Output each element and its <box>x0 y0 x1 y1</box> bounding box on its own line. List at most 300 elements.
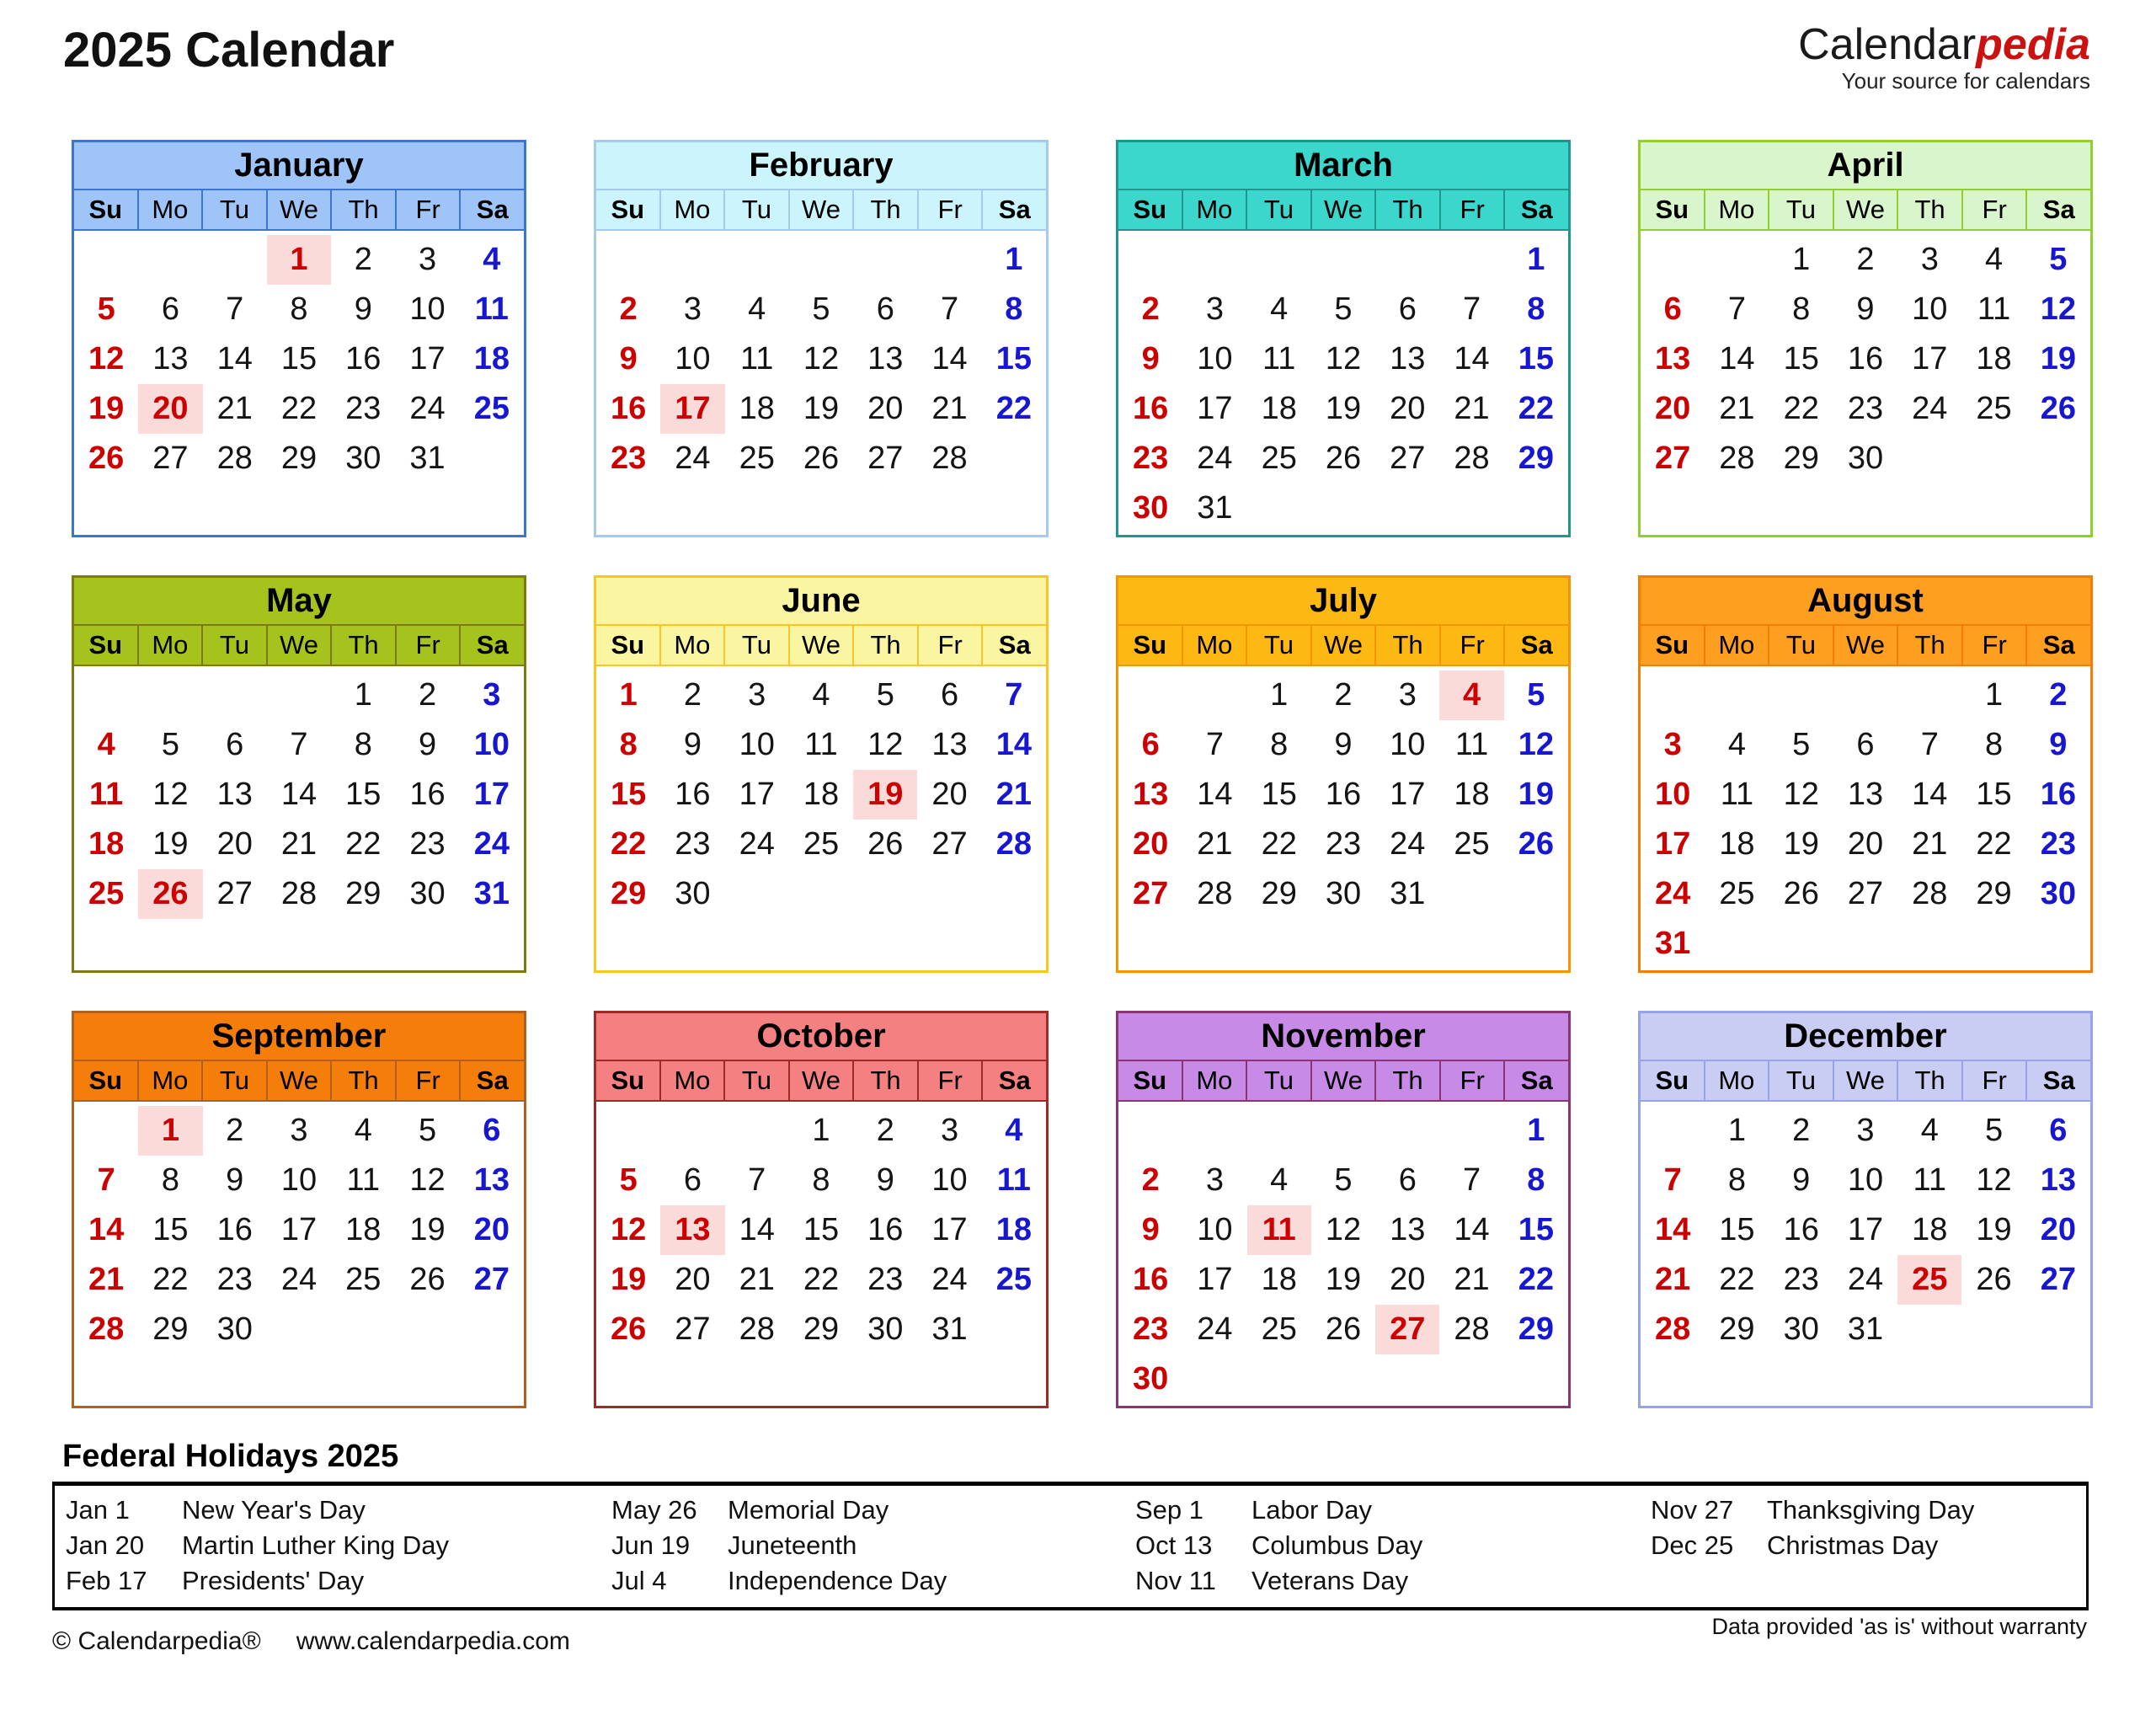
week-row <box>1118 1255 1568 1305</box>
weekday-header-we: We <box>1312 190 1377 229</box>
day-cell: 1 <box>354 676 372 713</box>
day-cell: 10 <box>1912 291 1948 327</box>
day-cell: 16 <box>1325 776 1362 812</box>
month-december <box>1638 1011 2093 1408</box>
holiday-entry <box>1640 1493 2086 1528</box>
weekday-header-mo: Mo <box>139 190 204 229</box>
day-cell: 25 <box>995 1261 1032 1297</box>
weekday-header-th: Th <box>854 626 919 665</box>
week-row <box>74 1354 524 1404</box>
week-row <box>1118 384 1568 434</box>
day-cell: 23 <box>675 825 711 862</box>
weekday-header-row <box>1641 1061 2090 1102</box>
day-cell: 9 <box>1334 726 1353 762</box>
day-cell: 10 <box>1390 726 1426 762</box>
day-cell: 24 <box>1912 390 1948 426</box>
empty-day-cell <box>853 235 917 285</box>
day-cell: 3 <box>1205 1162 1224 1198</box>
week-row <box>596 1205 1046 1255</box>
weekday-header-su: Su <box>1641 626 1705 665</box>
date-grid <box>596 1102 1046 1404</box>
day-cell: 13 <box>867 340 904 377</box>
day-cell: 29 <box>1976 875 2012 911</box>
day-cell: 3 <box>1398 676 1417 713</box>
empty-day-cell <box>853 483 917 533</box>
weekday-header-tu: Tu <box>1769 626 1834 665</box>
day-cell: 6 <box>483 1112 501 1148</box>
month-title: May <box>74 578 524 626</box>
week-row <box>1641 1156 2090 1205</box>
week-row <box>1118 285 1568 334</box>
day-cell: 29 <box>1719 1311 1755 1347</box>
holiday-day-cell: 17 <box>660 384 724 434</box>
date-grid <box>74 1102 524 1404</box>
day-cell: 28 <box>216 440 253 476</box>
day-cell: 29 <box>1518 1311 1554 1347</box>
day-cell: 21 <box>1655 1261 1691 1297</box>
day-cell: 14 <box>739 1211 775 1247</box>
day-cell: 1 <box>812 1112 830 1148</box>
day-cell: 22 <box>345 825 382 862</box>
day-cell: 10 <box>1847 1162 1884 1198</box>
empty-day-cell <box>789 869 853 919</box>
day-cell: 22 <box>280 390 318 426</box>
day-cell: 28 <box>280 875 318 911</box>
day-cell: 17 <box>1655 825 1691 862</box>
day-cell: 24 <box>473 825 510 862</box>
weekday-header-we: We <box>790 1061 855 1100</box>
day-cell: 19 <box>409 1211 446 1247</box>
day-cell: 18 <box>1261 390 1297 426</box>
day-cell: 5 <box>418 1112 437 1148</box>
day-cell: 28 <box>1197 875 1233 911</box>
day-cell: 5 <box>1334 1162 1353 1198</box>
weekday-header-mo: Mo <box>661 1061 726 1100</box>
day-cell: 3 <box>418 241 437 277</box>
empty-day-cell <box>1504 1354 1568 1404</box>
empty-day-cell <box>1769 670 1833 720</box>
day-cell: 26 <box>867 825 904 862</box>
holiday-entry <box>600 1528 1124 1563</box>
weekday-header-we: We <box>1312 626 1377 665</box>
weekday-header-row <box>74 190 524 231</box>
day-cell: 2 <box>2049 676 2068 713</box>
day-cell: 7 <box>1663 1162 1682 1198</box>
empty-day-cell <box>1504 869 1568 919</box>
empty-day-cell <box>331 1354 395 1404</box>
empty-day-cell <box>1182 235 1246 285</box>
empty-day-cell <box>1375 1354 1439 1404</box>
holiday-entry <box>600 1493 1124 1528</box>
day-cell: 10 <box>931 1162 968 1198</box>
federal-holidays-title: Federal Holidays 2025 <box>62 1438 399 1474</box>
day-cell: 1 <box>619 676 638 713</box>
weekday-header-we: We <box>790 626 855 665</box>
holiday-date: Sep 1 <box>1135 1494 1204 1525</box>
weekday-header-we: We <box>268 190 333 229</box>
week-row <box>1118 1305 1568 1354</box>
day-cell: 6 <box>1141 726 1160 762</box>
empty-day-cell <box>203 235 267 285</box>
federal-holidays-box <box>52 1482 2089 1610</box>
day-cell: 15 <box>995 340 1032 377</box>
day-cell: 27 <box>1847 875 1884 911</box>
weekday-header-row <box>1118 190 1568 231</box>
weekday-header-fr: Fr <box>397 626 462 665</box>
weekday-header-mo: Mo <box>661 190 726 229</box>
week-row <box>596 1156 1046 1205</box>
empty-day-cell <box>74 235 138 285</box>
empty-day-cell <box>203 483 267 533</box>
day-cell: 3 <box>1856 1112 1875 1148</box>
day-cell: 23 <box>1133 1311 1169 1347</box>
weekday-header-mo: Mo <box>1705 1061 1770 1100</box>
month-august <box>1638 575 2093 973</box>
day-cell: 22 <box>152 1261 189 1297</box>
empty-day-cell <box>395 1305 459 1354</box>
day-cell: 30 <box>1783 1311 1819 1347</box>
empty-day-cell <box>1961 919 2025 969</box>
day-cell: 23 <box>1783 1261 1819 1297</box>
day-cell: 7 <box>290 726 308 762</box>
page-footer <box>52 1614 2087 1656</box>
day-cell: 4 <box>1984 241 2004 277</box>
day-cell: 18 <box>803 776 840 812</box>
weekday-header-su: Su <box>1641 190 1705 229</box>
holiday-column-4 <box>1640 1493 2086 1599</box>
day-cell: 1 <box>1270 676 1289 713</box>
day-cell: 19 <box>1325 390 1362 426</box>
week-row <box>1641 919 2090 969</box>
day-cell: 15 <box>1261 776 1297 812</box>
day-cell: 24 <box>409 390 446 426</box>
empty-day-cell <box>138 670 202 720</box>
weekday-header-th: Th <box>854 1061 919 1100</box>
month-title: January <box>74 142 524 190</box>
weekday-header-th: Th <box>1898 626 1963 665</box>
day-cell: 17 <box>1847 1211 1884 1247</box>
empty-day-cell <box>460 1305 524 1354</box>
weekday-header-we: We <box>1834 1061 1899 1100</box>
month-title: December <box>1641 1013 2090 1061</box>
day-cell: 13 <box>216 776 253 812</box>
empty-day-cell <box>1375 1106 1439 1156</box>
holiday-column-1 <box>55 1493 600 1599</box>
day-cell: 14 <box>1655 1211 1691 1247</box>
day-cell: 20 <box>1390 1261 1426 1297</box>
day-cell: 28 <box>995 825 1032 862</box>
weekday-header-row <box>74 626 524 666</box>
empty-day-cell <box>1375 919 1439 969</box>
day-cell: 27 <box>2040 1261 2076 1297</box>
day-cell: 17 <box>1197 390 1233 426</box>
empty-day-cell <box>1311 919 1375 969</box>
day-cell: 12 <box>1976 1162 2012 1198</box>
website-link[interactable]: www.calendarpedia.com <box>296 1626 570 1655</box>
weekday-header-fr: Fr <box>1963 190 2028 229</box>
day-cell: 11 <box>804 726 838 762</box>
day-cell: 18 <box>1261 1261 1297 1297</box>
weekday-header-we: We <box>790 190 855 229</box>
day-cell: 15 <box>345 776 382 812</box>
day-cell: 14 <box>1454 1211 1490 1247</box>
empty-day-cell <box>1897 919 1961 969</box>
weekday-header-row <box>596 190 1046 231</box>
empty-day-cell <box>596 483 660 533</box>
day-cell: 8 <box>812 1162 830 1198</box>
day-cell: 11 <box>1262 340 1296 377</box>
day-cell: 7 <box>1462 1162 1481 1198</box>
holiday-date: Oct 13 <box>1135 1530 1213 1560</box>
day-cell: 18 <box>1454 776 1490 812</box>
day-cell: 18 <box>1719 825 1755 862</box>
holiday-name: Thanksgiving Day <box>1767 1494 1975 1525</box>
day-cell: 28 <box>739 1311 775 1347</box>
week-row <box>74 1156 524 1205</box>
empty-day-cell <box>982 1305 1046 1354</box>
empty-day-cell <box>1118 919 1182 969</box>
week-row <box>74 334 524 384</box>
page-header <box>63 22 2090 93</box>
empty-day-cell <box>267 1354 331 1404</box>
week-row <box>596 285 1046 334</box>
day-cell: 22 <box>1518 390 1554 426</box>
empty-day-cell <box>267 1305 331 1354</box>
day-cell: 1 <box>1727 1112 1746 1148</box>
week-row <box>1641 1106 2090 1156</box>
week-row <box>1641 235 2090 285</box>
month-june <box>594 575 1049 973</box>
week-row <box>1641 285 2090 334</box>
day-cell: 11 <box>89 776 124 812</box>
empty-day-cell <box>1182 919 1246 969</box>
weekday-header-th: Th <box>332 626 397 665</box>
day-cell: 24 <box>1197 1311 1233 1347</box>
day-cell: 23 <box>345 390 382 426</box>
holiday-entry <box>1640 1528 2086 1563</box>
weekday-header-th: Th <box>1376 626 1441 665</box>
day-cell: 14 <box>1197 776 1233 812</box>
day-cell: 27 <box>1390 440 1426 476</box>
empty-day-cell <box>1897 670 1961 720</box>
day-cell: 16 <box>1783 1211 1819 1247</box>
holiday-name: Presidents' Day <box>182 1565 365 1595</box>
day-cell: 17 <box>280 1211 318 1247</box>
day-cell: 5 <box>1984 1112 2004 1148</box>
empty-day-cell <box>1182 1106 1246 1156</box>
day-cell: 13 <box>152 340 189 377</box>
day-cell: 12 <box>88 340 125 377</box>
empty-day-cell <box>1247 235 1311 285</box>
empty-day-cell <box>1769 483 1833 533</box>
day-cell: 27 <box>675 1311 711 1347</box>
empty-day-cell <box>596 235 660 285</box>
weekday-header-su: Su <box>596 626 661 665</box>
holiday-date: Jan 20 <box>66 1530 145 1560</box>
empty-day-cell <box>1897 1305 1961 1354</box>
logo-wordmark <box>1798 22 2090 68</box>
holiday-day-cell: 19 <box>853 770 917 820</box>
week-row <box>74 919 524 969</box>
day-cell: 22 <box>803 1261 840 1297</box>
weekday-header-sa: Sa <box>476 1065 509 1095</box>
weekday-header-we: We <box>268 1061 333 1100</box>
weekday-header-tu: Tu <box>203 626 268 665</box>
weekday-header-th: Th <box>1898 190 1963 229</box>
empty-day-cell <box>596 1106 660 1156</box>
day-cell: 13 <box>473 1162 510 1198</box>
day-cell: 7 <box>1462 291 1481 327</box>
empty-day-cell <box>267 670 331 720</box>
day-cell: 8 <box>1527 291 1545 327</box>
holiday-name: Labor Day <box>1251 1494 1373 1525</box>
weekday-header-row <box>596 626 1046 666</box>
day-cell: 30 <box>1847 440 1884 476</box>
day-cell: 21 <box>1454 1261 1490 1297</box>
holiday-date: Jun 19 <box>611 1530 691 1560</box>
weekday-header-tu: Tu <box>1247 190 1312 229</box>
day-cell: 12 <box>1325 1211 1362 1247</box>
day-cell: 5 <box>812 291 830 327</box>
empty-day-cell <box>853 869 917 919</box>
day-cell: 7 <box>1205 726 1224 762</box>
week-row <box>1641 820 2090 869</box>
day-cell: 4 <box>748 291 766 327</box>
week-row <box>1118 1156 1568 1205</box>
weekday-header-tu: Tu <box>725 1061 790 1100</box>
week-row <box>1118 1205 1568 1255</box>
day-cell: 3 <box>1205 291 1224 327</box>
week-row <box>1641 670 2090 720</box>
day-cell: 10 <box>675 340 711 377</box>
day-cell: 16 <box>867 1211 904 1247</box>
day-cell: 30 <box>345 440 382 476</box>
day-cell: 17 <box>1197 1261 1233 1297</box>
date-grid <box>1118 666 1568 969</box>
day-cell: 25 <box>88 875 125 911</box>
empty-day-cell <box>460 434 524 483</box>
day-cell: 19 <box>1976 1211 2012 1247</box>
day-cell: 4 <box>1270 1162 1289 1198</box>
empty-day-cell <box>917 919 981 969</box>
day-cell: 13 <box>2040 1162 2076 1198</box>
empty-day-cell <box>138 919 202 969</box>
day-cell: 16 <box>611 390 647 426</box>
weekday-header-row <box>596 1061 1046 1102</box>
months-grid <box>72 140 2093 1408</box>
day-cell: 14 <box>88 1211 125 1247</box>
weekday-header-row <box>1118 1061 1568 1102</box>
week-row <box>1118 334 1568 384</box>
day-cell: 2 <box>876 1112 894 1148</box>
week-row <box>1641 1205 2090 1255</box>
day-cell: 16 <box>1133 1261 1169 1297</box>
holiday-entry <box>1124 1493 1640 1528</box>
empty-day-cell <box>74 1354 138 1404</box>
day-cell: 5 <box>876 676 894 713</box>
holiday-name: Veterans Day <box>1251 1565 1409 1595</box>
day-cell: 13 <box>1133 776 1169 812</box>
week-row <box>1118 670 1568 720</box>
day-cell: 21 <box>931 390 968 426</box>
day-cell: 21 <box>88 1261 125 1297</box>
day-cell: 13 <box>1390 1211 1426 1247</box>
date-grid <box>1118 1102 1568 1404</box>
day-cell: 8 <box>619 726 638 762</box>
empty-day-cell <box>1961 1354 2025 1404</box>
week-row <box>1118 235 1568 285</box>
day-cell: 22 <box>1261 825 1297 862</box>
day-cell: 28 <box>931 440 968 476</box>
weekday-header-fr: Fr <box>919 190 984 229</box>
day-cell: 15 <box>1518 1211 1554 1247</box>
month-title: February <box>596 142 1046 190</box>
weekday-header-fr: Fr <box>397 1061 462 1100</box>
day-cell: 6 <box>1398 291 1417 327</box>
copyright-line <box>52 1627 570 1656</box>
holiday-column-3 <box>1124 1493 1640 1599</box>
month-title: September <box>74 1013 524 1061</box>
weekday-header-fr: Fr <box>1441 1061 1506 1100</box>
day-cell: 5 <box>97 291 115 327</box>
empty-day-cell <box>460 1354 524 1404</box>
month-october <box>594 1011 1049 1408</box>
day-cell: 24 <box>1655 875 1691 911</box>
day-cell: 1 <box>1792 241 1811 277</box>
day-cell: 16 <box>345 340 382 377</box>
week-row <box>1641 434 2090 483</box>
day-cell: 5 <box>2049 241 2068 277</box>
empty-day-cell <box>725 869 789 919</box>
day-cell: 8 <box>1270 726 1289 762</box>
day-cell: 18 <box>739 390 775 426</box>
day-cell: 30 <box>1133 489 1169 526</box>
day-cell: 19 <box>1325 1261 1362 1297</box>
month-march <box>1116 140 1571 537</box>
day-cell: 4 <box>812 676 830 713</box>
day-cell: 2 <box>354 241 372 277</box>
month-title: November <box>1118 1013 1568 1061</box>
day-cell: 31 <box>473 875 510 911</box>
day-cell: 23 <box>2040 825 2076 862</box>
day-cell: 23 <box>216 1261 253 1297</box>
empty-day-cell <box>2026 434 2090 483</box>
day-cell: 30 <box>2040 875 2076 911</box>
week-row <box>74 483 524 533</box>
day-cell: 2 <box>418 676 437 713</box>
empty-day-cell <box>1961 434 2025 483</box>
holiday-date: Jan 1 <box>66 1494 130 1525</box>
day-cell: 19 <box>88 390 125 426</box>
empty-day-cell <box>596 919 660 969</box>
week-row <box>596 483 1046 533</box>
empty-day-cell <box>1504 483 1568 533</box>
empty-day-cell <box>917 1354 981 1404</box>
day-cell: 21 <box>280 825 318 862</box>
week-row <box>1641 770 2090 820</box>
weekday-header-su: Su <box>74 626 139 665</box>
empty-day-cell <box>917 235 981 285</box>
day-cell: 13 <box>1847 776 1884 812</box>
weekday-header-row <box>1641 190 2090 231</box>
day-cell: 11 <box>1720 776 1754 812</box>
day-cell: 19 <box>2040 340 2076 377</box>
weekday-header-su: Su <box>74 190 139 229</box>
month-title: October <box>596 1013 1046 1061</box>
week-row <box>596 919 1046 969</box>
day-cell: 2 <box>1856 241 1875 277</box>
weekday-header-row <box>1118 626 1568 666</box>
